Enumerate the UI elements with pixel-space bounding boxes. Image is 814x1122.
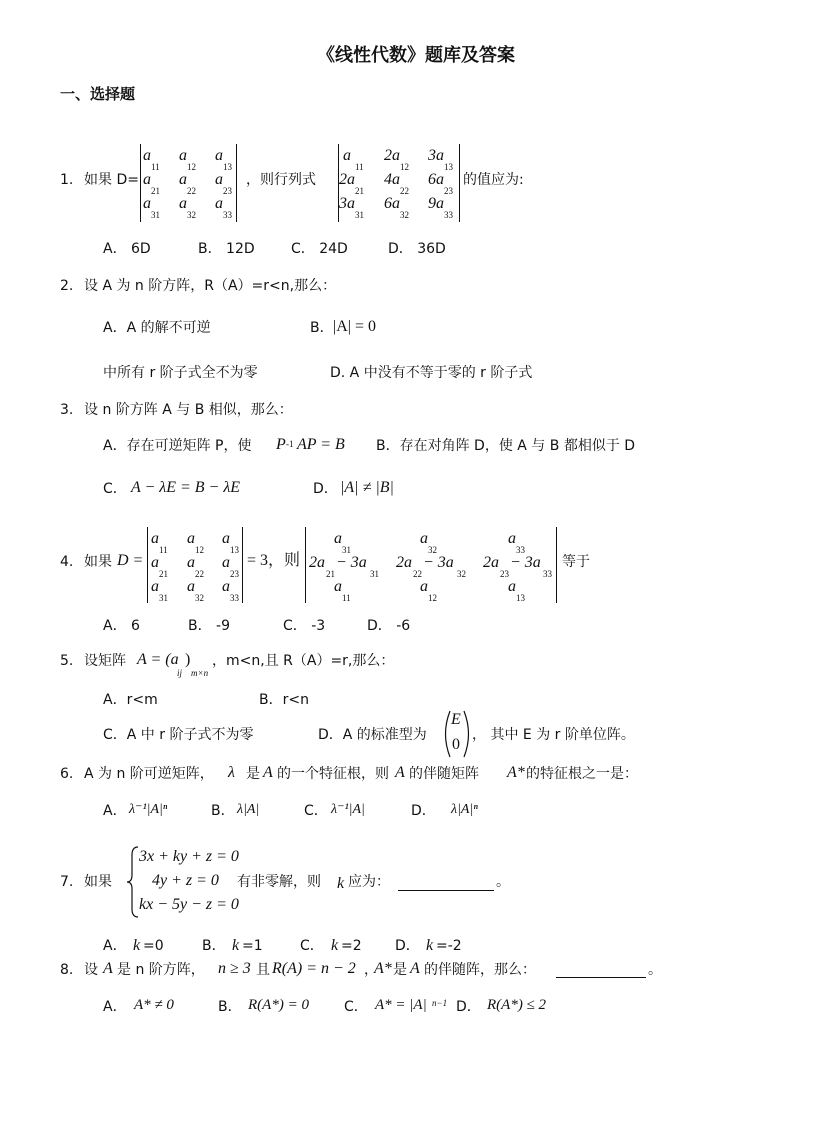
question-prefix: 如果 bbox=[84, 874, 112, 890]
option-b-math: |A| = 0 bbox=[333, 318, 376, 335]
matrix-subscript: 11 bbox=[151, 162, 160, 172]
question-text-4: 的伴随矩阵 bbox=[409, 766, 479, 782]
option-a-label[interactable]: A． bbox=[103, 803, 127, 819]
matrix-subscript: 13 bbox=[223, 162, 232, 172]
matrix-entry: 4a bbox=[384, 171, 400, 188]
question-number: 3. bbox=[60, 402, 74, 418]
option-c[interactable]: C．A 中 r 阶子式不为零 bbox=[103, 727, 254, 743]
option-b-value: =1 bbox=[242, 938, 263, 954]
matrix-entry: a bbox=[151, 554, 159, 571]
option-a-value: =0 bbox=[143, 938, 164, 954]
option-a[interactable]: A．A 的解不可逆 bbox=[103, 320, 211, 336]
condition-1: n ≥ 3 bbox=[218, 960, 251, 977]
option-a-math-p: P bbox=[276, 436, 286, 453]
determinant-bar bbox=[305, 527, 306, 603]
matrix-subscript: 21 bbox=[151, 186, 160, 196]
determinant-bar bbox=[236, 144, 237, 222]
matrix-subscript: 31 bbox=[342, 545, 351, 555]
matrix-entry: a bbox=[343, 147, 351, 164]
matrix-subscript: 23 bbox=[230, 569, 239, 579]
option-b-math: λ|A| bbox=[237, 802, 260, 817]
option-a[interactable]: A． 6D bbox=[103, 241, 151, 257]
matrix-subscript: 23 bbox=[223, 186, 232, 196]
matrix-entry: a bbox=[222, 554, 230, 571]
option-d-math: R(A*) ≤ 2 bbox=[487, 997, 547, 1013]
matrix-e: E bbox=[451, 711, 461, 728]
option-c-sup: n−1 bbox=[432, 998, 448, 1008]
question-text: 有非零解，则 bbox=[237, 874, 321, 890]
matrix-subscript: 33 bbox=[444, 210, 453, 220]
k-symbol: k bbox=[133, 937, 141, 954]
option-d-math: |A| ≠ |B| bbox=[340, 479, 394, 496]
matrix-entry: a bbox=[143, 171, 151, 188]
matrix-subscript: 31 bbox=[151, 210, 160, 220]
option-c-value: =2 bbox=[341, 938, 362, 954]
question-text-2: 是 bbox=[246, 766, 260, 782]
question-text-2: 是 n 阶方阵， bbox=[117, 962, 205, 978]
matrix-entry: a bbox=[187, 554, 195, 571]
matrix-subscript: 33 bbox=[223, 210, 232, 220]
page-title: 《线性代数》题库及答案 bbox=[317, 45, 515, 66]
option-d-math: λ|A|ⁿ bbox=[451, 802, 478, 817]
k-symbol: k bbox=[426, 937, 434, 954]
question-number: 1. bbox=[60, 172, 74, 188]
matrix-subscript: 32 bbox=[400, 210, 409, 220]
option-a-sup: -1 bbox=[286, 439, 294, 449]
condition-2: R(A) = n − 2 bbox=[272, 960, 356, 977]
option-b[interactable]: B．存在对角阵 D，使 A 与 B 都相似于 D bbox=[376, 438, 636, 454]
question-text-2: 应为： bbox=[348, 874, 390, 890]
question-prefix: 如果 D= bbox=[84, 172, 139, 188]
matrix-entry: 9a bbox=[428, 195, 444, 212]
matrix-subscript: 21 bbox=[159, 569, 168, 579]
matrix-entry: 2a bbox=[384, 147, 400, 164]
matrix-subscript: 22 bbox=[413, 569, 422, 579]
matrix-entry: a bbox=[222, 578, 230, 595]
matrix-entry: a bbox=[508, 530, 516, 547]
matrix-entry: − 3a bbox=[423, 554, 454, 571]
matrix-entry: a bbox=[334, 578, 342, 595]
question-text-6: 的伴随阵，那么： bbox=[424, 962, 536, 978]
matrix-subscript: 33 bbox=[230, 593, 239, 603]
matrix-subscript: 11 bbox=[342, 593, 351, 603]
matrix-entry: a bbox=[334, 530, 342, 547]
question-text-3: 的一个特征根，则 bbox=[277, 766, 389, 782]
option-b-label[interactable]: B． bbox=[202, 938, 226, 954]
matrix-entry: 2a bbox=[483, 554, 499, 571]
matrix-subscript: 32 bbox=[428, 545, 437, 555]
option-c-label[interactable]: C． bbox=[344, 999, 368, 1015]
matrix-subscript: 23 bbox=[444, 186, 453, 196]
matrix-entry: a bbox=[508, 578, 516, 595]
option-b[interactable]: B． 12D bbox=[198, 241, 255, 257]
paren-close: ) bbox=[185, 651, 191, 668]
k-symbol: k bbox=[331, 937, 339, 954]
matrix-entry: a bbox=[215, 195, 223, 212]
option-d-text[interactable]: D．A 的标准型为 bbox=[318, 727, 427, 743]
matrix-subscript: 12 bbox=[428, 593, 437, 603]
matrix-entry: 6a bbox=[428, 171, 444, 188]
matrix-entry: a bbox=[143, 147, 151, 164]
question-text-4: ， bbox=[364, 962, 378, 978]
equation-1: 3x + ky + z = 0 bbox=[139, 848, 239, 865]
option-c-label[interactable]: C． bbox=[300, 938, 324, 954]
matrix-subscript: 13 bbox=[516, 593, 525, 603]
question-text-1: 设矩阵 bbox=[84, 653, 126, 669]
equation-3: kx − 5y − z = 0 bbox=[139, 896, 239, 913]
matrix-subscript: 12 bbox=[187, 162, 196, 172]
system-brace bbox=[126, 845, 140, 919]
sub-ij: ij bbox=[177, 668, 183, 678]
matrix-subscript: 13 bbox=[230, 545, 239, 555]
option-b[interactable]: B．r<n bbox=[259, 692, 309, 708]
matrix-entry: 6a bbox=[384, 195, 400, 212]
matrix-subscript: 11 bbox=[355, 162, 364, 172]
matrix-entry: a bbox=[420, 578, 428, 595]
matrix-entry: a bbox=[151, 578, 159, 595]
matrix-subscript: 32 bbox=[195, 593, 204, 603]
matrix-subscript: 23 bbox=[500, 569, 509, 579]
option-a[interactable]: A．存在可逆矩阵 P，使 bbox=[103, 438, 252, 454]
adjoint-symbol: A* bbox=[374, 960, 392, 977]
option-a-math: λ⁻¹|A|ⁿ bbox=[129, 802, 168, 817]
question-text-5: 是 bbox=[393, 962, 407, 978]
question-end: 。 bbox=[496, 874, 510, 890]
question-text-1: 设 bbox=[84, 962, 98, 978]
option-d-value: =-2 bbox=[436, 938, 462, 954]
matrix-subscript: 32 bbox=[187, 210, 196, 220]
matrix-entry: a bbox=[143, 195, 151, 212]
option-a-label[interactable]: A． bbox=[103, 999, 127, 1015]
option-d-label[interactable]: D． bbox=[313, 481, 338, 497]
question-number: 4. bbox=[60, 554, 74, 570]
question-number: 8. bbox=[60, 962, 74, 978]
question-suffix: 的值应为: bbox=[463, 172, 524, 188]
question-end: 。 bbox=[648, 962, 662, 978]
option-d[interactable]: D. A 中没有不等于零的 r 阶子式 bbox=[330, 365, 533, 381]
matrix-subscript: 33 bbox=[543, 569, 552, 579]
matrix-entry: a bbox=[179, 171, 187, 188]
option-d-label[interactable]: D． bbox=[395, 938, 420, 954]
question-suffix: 等于 bbox=[562, 554, 590, 570]
matrix-a-symbol: A bbox=[103, 960, 113, 977]
matrix-entry: a bbox=[222, 530, 230, 547]
question-number: 5. bbox=[60, 653, 74, 669]
option-b-label[interactable]: B． bbox=[310, 320, 334, 336]
option-a-math: A* ≠ 0 bbox=[134, 997, 174, 1013]
matrix-subscript: 12 bbox=[195, 545, 204, 555]
option-d-label[interactable]: D． bbox=[456, 999, 481, 1015]
option-a[interactable]: A． 6 bbox=[103, 618, 140, 634]
symbol-d: D = bbox=[117, 552, 144, 569]
section-heading: 一、选择题 bbox=[60, 85, 136, 103]
option-c-label[interactable]: C． bbox=[304, 803, 328, 819]
k-symbol: k bbox=[337, 875, 345, 892]
matrix-a-symbol: A bbox=[410, 960, 420, 977]
equation-2: 4y + z = 0 bbox=[152, 872, 219, 889]
question-number: 7. bbox=[60, 874, 74, 890]
option-d-after: ， 其中 E 为 r 阶单位阵。 bbox=[472, 727, 635, 743]
matrix-a-symbol: A bbox=[263, 764, 273, 781]
matrix-entry: a bbox=[420, 530, 428, 547]
determinant-bar bbox=[140, 144, 141, 222]
option-c[interactable]: C． 24D bbox=[291, 241, 348, 257]
answer-blank[interactable] bbox=[556, 977, 646, 978]
option-c-math: A − λE = B − λE bbox=[131, 479, 241, 496]
option-b-label[interactable]: B． bbox=[211, 803, 235, 819]
determinant-bar bbox=[459, 144, 460, 222]
matrix-subscript: 33 bbox=[516, 545, 525, 555]
matrix-entry: a bbox=[179, 195, 187, 212]
option-c[interactable]: C． -3 bbox=[283, 618, 326, 634]
equals-three: = 3，则 bbox=[247, 552, 301, 569]
matrix-subscript: 22 bbox=[400, 186, 409, 196]
option-c[interactable]: 中所有 r 阶子式全不为零 bbox=[103, 365, 258, 381]
determinant-bar bbox=[147, 527, 148, 603]
question-prefix: 如果 bbox=[84, 554, 112, 570]
adjoint-symbol: A* bbox=[507, 764, 525, 781]
option-d-label[interactable]: D． bbox=[411, 803, 436, 819]
question-text-5: 的特征根之一是： bbox=[526, 766, 638, 782]
answer-blank[interactable] bbox=[398, 890, 494, 891]
matrix-entry: 2a bbox=[396, 554, 412, 571]
determinant-bar bbox=[242, 527, 243, 603]
k-symbol: k bbox=[232, 937, 240, 954]
question-number: 6. bbox=[60, 766, 74, 782]
matrix-entry: a bbox=[187, 578, 195, 595]
question-number: 2. bbox=[60, 278, 74, 294]
matrix-subscript: 31 bbox=[370, 569, 379, 579]
option-c-math: λ⁻¹|A| bbox=[331, 802, 365, 817]
matrix-entry: a bbox=[187, 530, 195, 547]
matrix-entry: 3a bbox=[428, 147, 444, 164]
matrix-a-symbol: A bbox=[395, 764, 405, 781]
matrix-subscript: 21 bbox=[355, 186, 364, 196]
option-c-label[interactable]: C． bbox=[103, 481, 127, 497]
matrix-subscript: 13 bbox=[444, 162, 453, 172]
matrix-a-math: A = (a bbox=[137, 651, 179, 668]
option-a-math: AP = B bbox=[297, 436, 345, 453]
option-b-label[interactable]: B． bbox=[218, 999, 242, 1015]
matrix-entry: 3a bbox=[339, 195, 355, 212]
question-text: A 为 n 阶可逆矩阵， bbox=[84, 766, 214, 782]
question-text-3: 且 bbox=[256, 962, 270, 978]
matrix-subscript: 22 bbox=[187, 186, 196, 196]
question-text-2: ，m<n,且 R（A）=r,那么： bbox=[212, 653, 395, 669]
matrix-subscript: 21 bbox=[326, 569, 335, 579]
question-mid: ，则行列式 bbox=[246, 172, 316, 188]
option-d[interactable]: D． -6 bbox=[367, 618, 411, 634]
matrix-subscript: 22 bbox=[195, 569, 204, 579]
option-c-math: A* = |A| bbox=[375, 997, 427, 1013]
question-text: 设 A 为 n 阶方阵，R（A）=r<n,那么： bbox=[84, 278, 337, 294]
matrix-entry: a bbox=[179, 147, 187, 164]
matrix-entry: 2a bbox=[339, 171, 355, 188]
lambda-symbol: λ bbox=[228, 764, 235, 781]
sub-mn: m×n bbox=[191, 668, 209, 678]
matrix-entry: a bbox=[151, 530, 159, 547]
question-text: 设 n 阶方阵 A 与 B 相似，那么： bbox=[84, 402, 293, 418]
option-a[interactable]: A．r<m bbox=[103, 692, 158, 708]
option-b[interactable]: B． -9 bbox=[188, 618, 231, 634]
matrix-subscript: 32 bbox=[457, 569, 466, 579]
matrix-entry: − 3a bbox=[336, 554, 367, 571]
matrix-subscript: 12 bbox=[400, 162, 409, 172]
option-a-label[interactable]: A． bbox=[103, 938, 127, 954]
determinant-bar bbox=[556, 527, 557, 603]
matrix-subscript: 31 bbox=[355, 210, 364, 220]
matrix-entry: 2a bbox=[309, 554, 325, 571]
matrix-entry: a bbox=[215, 147, 223, 164]
matrix-zero: 0 bbox=[452, 736, 460, 753]
option-b-math: R(A*) = 0 bbox=[248, 997, 309, 1013]
matrix-entry: a bbox=[215, 171, 223, 188]
matrix-subscript: 11 bbox=[159, 545, 168, 555]
option-d[interactable]: D． 36D bbox=[388, 241, 446, 257]
matrix-subscript: 31 bbox=[159, 593, 168, 603]
matrix-entry: − 3a bbox=[510, 554, 541, 571]
